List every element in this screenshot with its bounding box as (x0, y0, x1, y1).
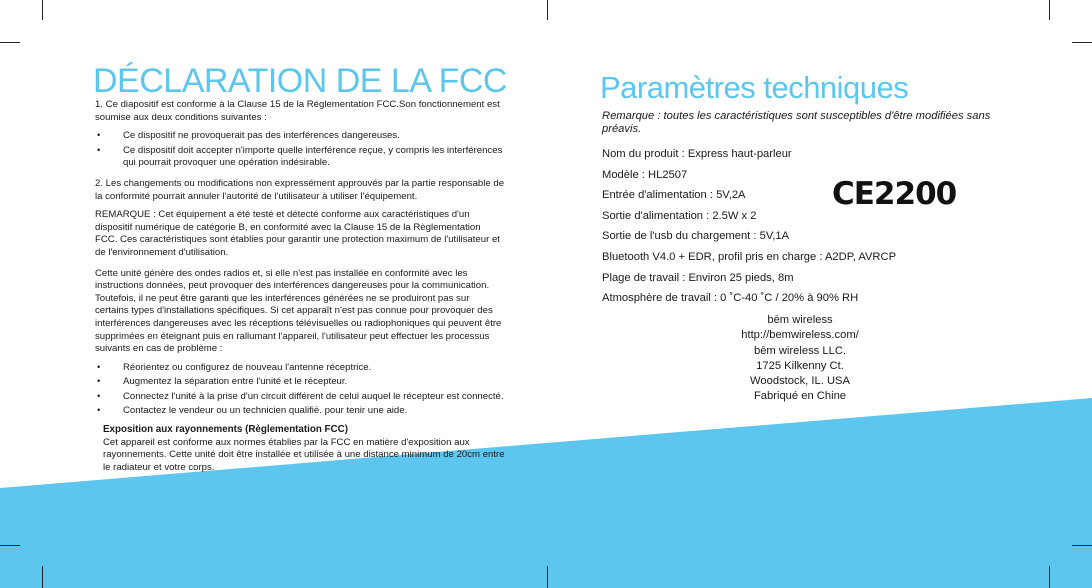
list-item: • Ce dispositif doit accepter n'importe quelle interférence reçue, y compris les interférences qui pourrait provoquer une opération indésirable. (95, 145, 505, 170)
fcc-remark-text: REMARQUE : Cet équipement a été testé et détecté conforme aux caractéristiques d'un dispositif numérique de catégorie B, en conformité avec la Clause 15 de la Règlementation FCC. Ces caractéristiques sont établies pour garantir une protection maximum de l'utilisateur et de l'environnement d'utilisation. (95, 209, 500, 258)
fcc-radio-text: Cette unité génère des ondes radios et, si elle n'est pas installée en conformité avec les instructions données, peut provoquer des interférences dangereuses pour la communication. Toutefois, il ne peut être garanti que les interférences générées ne se produiront pas sur certains types d'installations spécifiques. Si cet apparaît n'est pas connue pour provoquer des interférences dangereuses avec les réceptions télévisuelles ou radiophoniques qui peuvent être supprimées en éteignant puis en rallumant l'appareil, l'utilisateur peut effectuer les processus suivants en cas de problème : (95, 267, 502, 355)
spec-item: Sortie d'alimentation : 2.5W x 2 (602, 209, 757, 222)
list-item: • Augmentez la séparation entre l'unité et le récepteur. (95, 376, 505, 389)
spec-item: Atmosphère de travail : 0 ˚C-40 ˚C / 20% à 90% RH (602, 292, 859, 305)
address-city: Woodstock, IL. USA (750, 375, 850, 388)
company-name: bēm wireless (767, 314, 833, 326)
exposure-text: Cet appareil est conforme aux normes établies par la FCC en matière d'exposition aux rayonnements. Cette unité doit être installée et utilisée à une distance minimum de 20cm entre le radiateur et votre corps. (103, 436, 505, 473)
fcc-declaration-title: DÉCLARATION DE LA FCC (93, 62, 507, 100)
ce-mark-logo: CE2200 (832, 176, 957, 212)
list-item: • Contactez le vendeur ou un technicien qualifié. pour tenir une aide. (95, 405, 505, 418)
specs-remark: Remarque : toutes les caractéristiques sont susceptibles d'être modifiées sans préavis. (602, 110, 991, 135)
address-street: 1725 Kilkenny Ct. (756, 359, 844, 372)
fcc-declaration-body (95, 99, 505, 480)
made-in: Fabriqué en Chine (753, 390, 847, 403)
spec-item: Modèle : HL2507 (602, 168, 688, 181)
exposure-heading: Exposition aux rayonnements (Règlementation FCC) (103, 424, 348, 436)
company-legal-name: bēm wireless LLC. (753, 344, 847, 357)
spec-item: Sortie de l'usb du chargement : 5V,1A (602, 230, 790, 243)
spec-item: Entrée d'alimentation : 5V,2A (602, 189, 746, 202)
fcc-changes-text: 2. Les changements ou modifications non expressément approuvés par la partie responsable de la conformité pourrait annuler l'autorité de l'utilisateur à utiliser l'équipement. (95, 177, 505, 202)
list-item: • Ce dispositif ne provoquerait pas des interférences dangereuses. (95, 130, 505, 143)
technical-parameters-title: Paramètres techniques (600, 70, 909, 105)
list-item: • Connectez l'unité à la prise d'un circuit différent de celui auquel le récepteur est connecté. (95, 391, 505, 404)
spec-item: Bluetooth V4.0 + EDR, profil pris en charge : A2DP, AVRCP (602, 250, 897, 263)
list-item: • Réorientez ou configurez de nouveau l'antenne réceptrice. (95, 362, 505, 375)
contact-block (700, 313, 900, 405)
spec-item: Nom du produit : Express haut-parleur (602, 148, 792, 160)
fcc-steps-list (95, 362, 505, 418)
spec-item: Plage de travail : Environ 25 pieds, 8m (602, 271, 794, 284)
company-url: http://bemwireless.com/ (741, 329, 859, 342)
fcc-intro-text: 1. Ce diapositif est conforme à la Clause 15 de la Réglementation FCC.Son fonctionnement est soumise aux deux conditions suivantes : (95, 99, 500, 123)
fcc-conditions-list (95, 130, 505, 170)
